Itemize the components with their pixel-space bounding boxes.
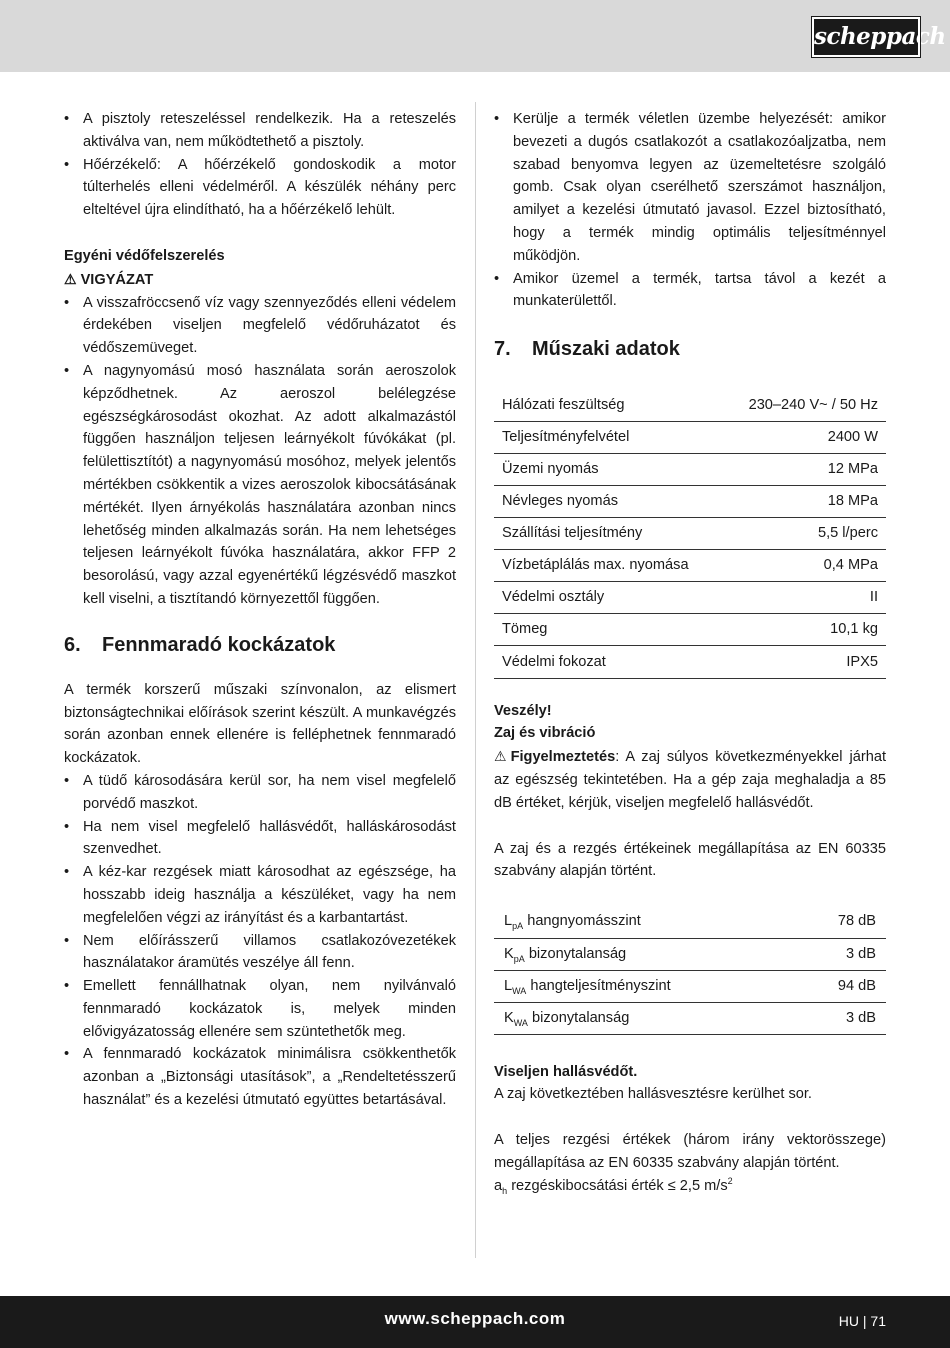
- noise-label-text: bizonytalanság: [531, 1009, 630, 1026]
- ah-superscript: 2: [727, 1175, 733, 1186]
- section-number: 7.: [494, 338, 511, 361]
- technical-data-table: [494, 389, 886, 678]
- spec-value: 10,1 kg: [722, 614, 886, 646]
- symbol: L: [504, 913, 513, 930]
- table-row: [494, 421, 886, 453]
- spec-value: 18 MPa: [722, 485, 886, 517]
- list-item: • A nagynyomású mosó használata során aeroszolok képződhetnek. Az aeroszol belélegzése egészségkárosodást okozhat. Az adott alkalmazástól függően használjon teljesen leárnyékolt fúvókákat (pl. felülettisztítót) a nagynyomású mosóhoz, melyek jelentős mértékben csökkentik a vizes aeroszolok kibocsátásának mértékét. Ilyen árnyékolás használatára azonban nincs lehetőség minden alkalmazás során. Ha nem lehetséges teljesen leárnyékolt fúvóka használatára, akkor FFP 2 besorolású, vagy azzal egyenértékű légzésvédő maszkot kell viselni, a tisztítandó környezettől függően.: [64, 360, 456, 611]
- table-row: [494, 453, 886, 485]
- table-row: [494, 646, 886, 678]
- list-item: • Nem előírásszerű villamos csatlakozóvezetékek használatakor áramütés veszélye áll fenn.: [64, 930, 456, 976]
- noise-warning: [494, 745, 886, 814]
- noise-label: [494, 938, 793, 970]
- noise-label-text: bizonytalanság: [528, 945, 627, 962]
- column-divider: [475, 102, 476, 1258]
- spec-value: 230–240 V~ / 50 Hz: [722, 389, 886, 421]
- ppe-heading: Egyéni védőfelszerelés: [64, 247, 225, 264]
- list-item: • A pisztoly reteszeléssel rendelkezik. Ha a reteszelés aktiválva van, nem működtethető a pisztoly.: [64, 108, 456, 154]
- section-6-intro: A termék korszerű műszaki színvonalon, az elismert biztonságtechnikai előírások szerint készült. A munkavégzés során azonban ennek ellenére is felléphetnek fennmaradó kockázatok.: [64, 681, 456, 767]
- footer-bar: [0, 1296, 950, 1348]
- warning-line: [64, 268, 456, 292]
- table-row: [494, 970, 886, 1002]
- ah-symbol: a: [494, 1177, 503, 1194]
- spec-value: IPX5: [722, 646, 886, 678]
- list-item: • Ha nem visel megfelelő hallásvédőt, halláskárosodást szenvedhet.: [64, 816, 456, 862]
- noise-value: 78 dB: [793, 906, 886, 938]
- noise-intro: A zaj és a rezgés értékeinek megállapítása az EN 60335 szabvány alapján történt.: [494, 840, 886, 880]
- vibration-value: [494, 1175, 886, 1198]
- bullet-list-ppe: [64, 292, 456, 611]
- symbol-subscript: pA: [512, 921, 524, 932]
- symbol: K: [504, 1009, 514, 1026]
- table-row: [494, 485, 886, 517]
- section-number: 6.: [64, 633, 81, 656]
- scheppach-logo: scheppach: [812, 17, 920, 57]
- warning-label: VIGYÁZAT: [80, 271, 154, 288]
- symbol-subscript: pA: [513, 953, 525, 964]
- noise-value: 3 dB: [793, 938, 886, 970]
- header-bar: [0, 0, 950, 72]
- noise-label: [494, 1002, 793, 1034]
- list-item: • Amikor üzemel a termék, tartsa távol a kezét a munkaterülettől.: [494, 268, 886, 314]
- warning-triangle-icon: ⚠: [494, 748, 507, 765]
- page-number: HU | 71: [838, 1313, 886, 1329]
- list-item: • A tüdő károsodására kerül sor, ha nem visel megfelelő porvédő maszkot.: [64, 770, 456, 816]
- table-row: [494, 938, 886, 970]
- noise-label: [494, 970, 793, 1002]
- spec-label: Üzemi nyomás: [494, 453, 722, 485]
- danger-label: Veszély!: [494, 702, 552, 719]
- table-row: [494, 389, 886, 421]
- spec-value: 12 MPa: [722, 453, 886, 485]
- spec-label: Vízbetáplálás max. nyomása: [494, 550, 722, 582]
- section-7-heading: [494, 336, 886, 362]
- spec-label: Névleges nyomás: [494, 485, 722, 517]
- table-row: [494, 906, 886, 938]
- ah-text: rezgéskibocsátási érték ≤ 2,5 m/s: [507, 1177, 728, 1194]
- vibration-text: A teljes rezgési értékek (három irány vektorösszege) megállapítása az EN 60335 szabvány alapján történt.: [494, 1132, 886, 1171]
- list-item: • Kerülje a termék véletlen üzembe helyezését: amikor bevezeti a dugós csatlakozót a csatlakozóaljzatba, nem szabad benyomva legyen az üzemeltetésre szolgáló gomb. Csak olyan cserélhető szerszámot használjon, amilyet a kezelési útmutató javasol. Ezzel biztosítható, hogy a termék mindig optimális teljesítménnyel működjön.: [494, 108, 886, 268]
- spec-value: 5,5 l/perc: [722, 518, 886, 550]
- noise-label: [494, 906, 793, 938]
- symbol: K: [504, 945, 514, 962]
- noise-value: 3 dB: [793, 1002, 886, 1034]
- section-title: Műszaki adatok: [532, 338, 680, 361]
- section-title: Fennmaradó kockázatok: [102, 633, 336, 656]
- table-row: [494, 518, 886, 550]
- list-item: • Hőérzékelő: A hőérzékelő gondoskodik a motor túlterhelés elleni védelméről. A készülék néhány perc elteltével újra elindítható, ha a hőérzékelő lehült.: [64, 154, 456, 222]
- right-column: [494, 108, 886, 1198]
- hearing-text: A zaj következtében hallásvesztésre kerülhet sor.: [494, 1086, 812, 1103]
- section-6-heading: [64, 632, 456, 658]
- spec-label: Szállítási teljesítmény: [494, 518, 722, 550]
- noise-value: 94 dB: [793, 970, 886, 1002]
- noise-label-text: hangnyomásszint: [527, 913, 641, 930]
- ah-subscript: h: [502, 1185, 508, 1196]
- bullet-list-top-left: [64, 108, 456, 222]
- list-item: • Emellett fennállhatnak olyan, nem nyilvánvaló fennmaradó kockázatok is, melyek minden elővigyázatosság ellenére sem szüntethetők meg.: [64, 975, 456, 1043]
- noise-label-text: hangteljesítményszint: [530, 977, 671, 994]
- spec-value: II: [722, 582, 886, 614]
- spec-label: Védelmi fokozat: [494, 646, 722, 678]
- symbol-subscript: WA: [513, 1017, 528, 1028]
- noise-table: [494, 906, 886, 1035]
- symbol: L: [504, 977, 513, 994]
- spec-label: Tömeg: [494, 614, 722, 646]
- warning-bold: Figyelmeztetés: [510, 749, 616, 766]
- list-item: • A fennmaradó kockázatok minimálisra csökkenthetők azonban a „Biztonsági utasítások”, a „Rendeltetésszerű használat” és a kezelési útmutató együttes betartásával.: [64, 1043, 456, 1111]
- table-row: [494, 582, 886, 614]
- table-row: [494, 1002, 886, 1034]
- table-row: [494, 614, 886, 646]
- left-column: [64, 108, 456, 1112]
- warning-triangle-icon: ⚠: [64, 270, 77, 287]
- list-item: • A kéz-kar rezgések miatt károsodhat az egészsége, ha hosszabb ideig használja a készüléket, vagy ha nem megfelelően végzi az irányítást és a karbantartást.: [64, 861, 456, 929]
- table-row: [494, 550, 886, 582]
- spec-value: 0,4 MPa: [722, 550, 886, 582]
- list-item: • A visszafröccsenő víz vagy szennyeződés elleni védelem érdekében viseljen megfelelő védőruházatot és védőszemüveget.: [64, 292, 456, 360]
- noise-heading: Zaj és vibráció: [494, 725, 596, 742]
- spec-label: Hálózati feszültség: [494, 389, 722, 421]
- bullet-list-risks: [64, 770, 456, 1112]
- spec-value: 2400 W: [722, 421, 886, 453]
- footer-url: www.scheppach.com: [384, 1309, 566, 1328]
- warning-text: : A zaj súlyos következményekkel járhat az egészség tekintetében. Ha a gép zaja meghaladja a 85 dB értéket, kérjük, viseljen megfelelő hallásvédőt.: [494, 749, 886, 811]
- bullet-list-top-right: [494, 108, 886, 313]
- hearing-heading: Viseljen hallásvédőt.: [494, 1063, 638, 1080]
- spec-label: Védelmi osztály: [494, 582, 722, 614]
- spec-label: Teljesítményfelvétel: [494, 421, 722, 453]
- symbol-subscript: WA: [512, 985, 527, 996]
